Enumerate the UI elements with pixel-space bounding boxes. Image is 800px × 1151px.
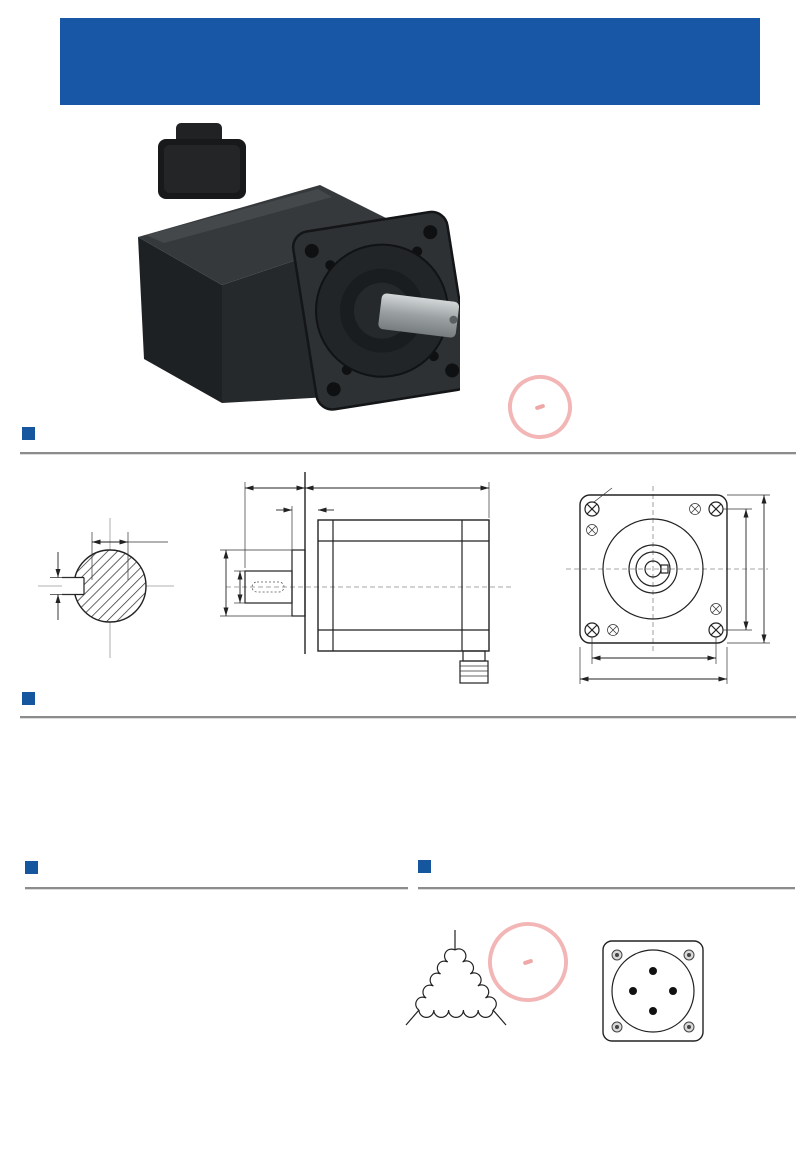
section-bullet-icon bbox=[418, 860, 431, 873]
divider bbox=[20, 716, 796, 719]
drawing-side-view bbox=[180, 458, 520, 693]
divider bbox=[418, 887, 795, 890]
divider bbox=[25, 887, 408, 890]
drawing-shaft-section bbox=[22, 468, 177, 678]
section-curve-heading bbox=[25, 861, 40, 874]
section-bullet-icon bbox=[22, 427, 35, 440]
section-bullet-icon bbox=[25, 861, 38, 874]
motor-photo bbox=[80, 115, 460, 415]
header-banner bbox=[60, 18, 760, 105]
torque-chart-canvas bbox=[30, 916, 410, 1116]
socket-diagram bbox=[598, 936, 728, 1066]
drawing-face-view bbox=[556, 456, 800, 696]
watermark-logo bbox=[500, 367, 581, 448]
section-specs-heading bbox=[22, 692, 43, 705]
section-dimension-heading bbox=[22, 427, 79, 440]
section-bullet-icon bbox=[22, 692, 35, 705]
divider bbox=[20, 452, 796, 455]
section-wiring-heading bbox=[418, 860, 433, 873]
delta-winding-diagram bbox=[393, 913, 593, 1088]
